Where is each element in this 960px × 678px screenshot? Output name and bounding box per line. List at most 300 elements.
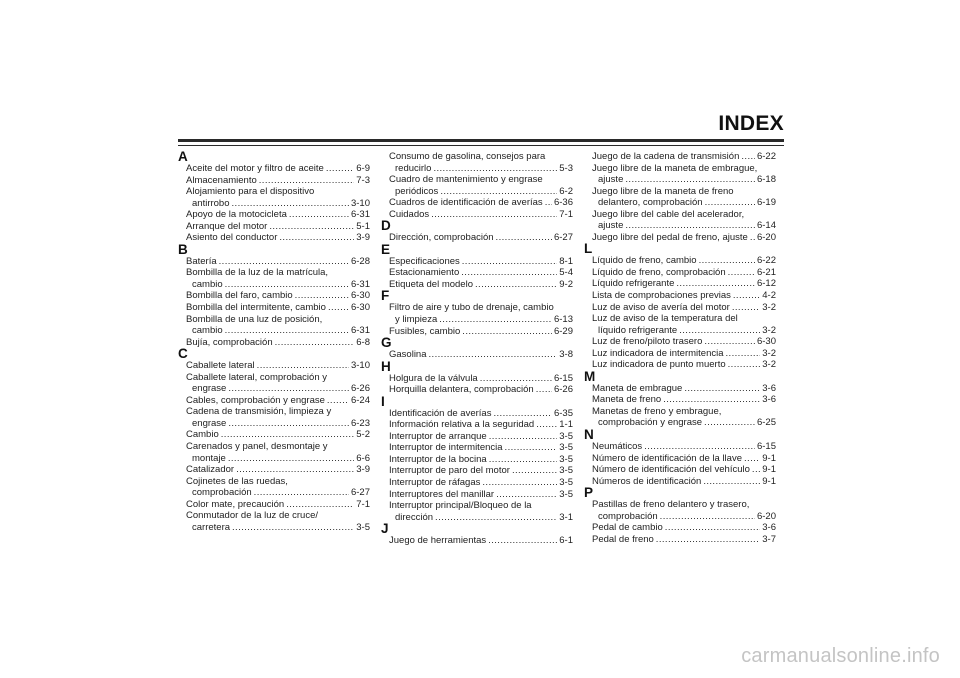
dot-leader [744,453,760,465]
index-entry-text: Lista de comprobaciones previas [592,290,731,302]
index-page-number: 3-6 [762,382,776,394]
index-page-number: 6-9 [356,163,370,174]
index-entry-text: ajuste [598,174,624,186]
dot-leader [625,220,755,232]
index-page-number: 6-27 [553,232,573,244]
index-entry-text: dirección [395,511,434,523]
dot-leader [259,175,355,187]
index-page-number: 6-19 [756,197,776,209]
dot-leader [219,256,349,268]
index-entry [178,337,370,349]
index-page-number: 6-12 [756,278,776,290]
index-entry-text: Pedal de cambio [592,522,663,534]
index-page-number: 4-2 [762,290,776,302]
index-page-number: 6-15 [553,372,573,384]
index-entry [584,417,776,429]
index-entry [178,232,370,244]
index-entry [584,232,776,244]
index-page-number: 3-6 [762,394,776,406]
dot-leader [703,476,760,488]
index-entry-text: comprobación [192,487,252,499]
index-entry [178,325,370,337]
index-entry-text: Luz indicadora de intermitencia [592,347,724,359]
index-page-number: 9-1 [762,452,776,464]
index-entry [584,220,776,232]
index-letter-heading: A [178,149,188,164]
index-entry-text: Aceite del motor y filtro de aceite [186,163,324,174]
index-entry-text: Color mate, precaución [186,498,285,510]
index-entry [584,255,776,267]
index-entry-text: Consumo de gasolina, consejos para [389,151,546,162]
dot-leader [462,326,552,338]
index-entry-text: Interruptor de ráfagas [389,477,481,489]
index-entry-text: Neumáticos [592,441,643,453]
index-page-number: 5-2 [356,429,370,441]
dot-leader [225,279,349,291]
index-entry-text: Juego libre de la maneta de freno [592,185,734,197]
index-entry [178,522,370,534]
index-page-number: 6-26 [553,384,573,396]
index-page-number: 3-10 [350,360,370,372]
index-entry [178,290,370,302]
index-entry [178,464,370,476]
index-entry-text: Maneta de embrague [592,382,683,394]
index-entry-text: carretera [192,521,231,533]
index-page-number: 5-1 [356,220,370,232]
index-entry-text: cambio [192,325,223,337]
index-entry-text: Cuadros de identificación de averías [389,197,543,209]
dot-leader [536,419,557,431]
index-entry-text: Fusibles, cambio [389,325,461,337]
index-page-number: 6-30 [350,290,370,302]
index-entry-text: Holgura de la válvula [389,372,478,384]
dot-leader [326,163,354,175]
index-entry [584,476,776,488]
dot-leader [684,383,760,395]
index-entry-text: engrase [192,383,227,395]
dot-leader [750,232,755,244]
index-entry [381,314,573,326]
index-entry [381,489,573,501]
index-entry [584,336,776,348]
index-letter-heading: B [178,241,188,257]
index-entry-text: Número de identificación de la llave [592,452,742,464]
dot-leader [496,232,552,244]
index-entry-text: delantero, comprobación [598,197,703,209]
dot-leader [279,232,354,244]
dot-leader [232,198,349,210]
index-entry [381,419,573,431]
index-entry [178,209,370,221]
index-entry [381,279,573,291]
index-entry [584,267,776,279]
index-page-number: 7-1 [356,498,370,510]
index-entry [381,512,573,524]
index-entry [178,302,370,314]
index-page-number: 8-1 [559,255,573,267]
dot-leader [475,279,557,291]
index-letter-heading: J [381,521,389,537]
index-entry [381,442,573,454]
index-entry [381,232,573,244]
index-entry-text: Gasolina [389,349,427,361]
dot-leader [644,441,755,453]
index-entry [178,499,370,511]
index-entry [584,325,776,337]
index-entry-text: Batería [186,255,217,267]
index-entry [584,464,776,476]
index-entry-text: comprobación [598,510,658,522]
index-page-number: 3-10 [350,197,370,209]
dot-leader [489,431,558,443]
index-entry [584,174,776,186]
dot-leader [705,197,755,209]
index-entry [381,186,573,198]
index-page-number: 6-30 [350,302,370,314]
dot-leader [254,487,349,499]
dot-leader [327,395,349,407]
index-letter-heading: C [178,346,188,362]
dot-leader [663,394,760,406]
index-entry [584,534,776,546]
index-entry-text: reducirlo [395,162,432,174]
index-entry-text: engrase [192,417,227,429]
index-entry-text: Números de identificación [592,475,702,487]
dot-leader [228,453,354,465]
index-entry-text: Carenados y panel, desmontaje y [186,441,328,453]
header-rule-thick [178,139,784,142]
index-page-number: 6-20 [756,510,776,522]
index-page-number: 6-28 [350,255,370,267]
index-entry-text: Cuidados [389,208,430,220]
index-entry [584,441,776,453]
index-entry-text: Cuadro de mantenimiento y engrase [389,174,543,186]
dot-leader [236,464,354,476]
index-entry-text: Juego libre de la maneta de embrague, [592,162,758,174]
dot-leader [699,255,755,267]
index-entry-text: Líquido refrigerante [592,278,675,290]
index-letter-heading: P [584,485,594,501]
index-column-3 [584,151,776,545]
index-letter-heading: F [381,288,390,304]
index-entry-text: Luz de aviso de avería del motor [592,301,730,313]
index-page-number: 6-23 [350,417,370,429]
dot-leader [482,477,557,489]
index-entry-text: Interruptor de la bocina [389,453,487,465]
index-entry-text: Bombilla de la luz de la matrícula, [186,267,329,279]
index-entry [381,267,573,279]
index-entry-text: Bujía, comprobación [186,336,273,348]
index-page-number: 5-3 [559,162,573,174]
index-page-number: 9-2 [559,278,573,290]
index-page-number: 3-5 [559,430,573,442]
dot-leader [440,186,557,198]
index-page-number: 3-9 [356,232,370,244]
index-entry [178,429,370,441]
index-entry-text: antirrobo [192,197,230,209]
dot-leader [489,454,558,466]
index-entry-text: Líquido de freno, comprobación [592,266,726,278]
index-letter-heading: M [584,368,596,384]
index-letter-heading: E [381,241,391,257]
index-page-number: 7-3 [356,174,370,186]
dot-leader [257,360,349,372]
index-page-number: 6-14 [756,220,776,232]
index-entry [381,384,573,396]
dot-leader [488,535,557,547]
index-entry-text: Estacionamiento [389,267,460,279]
dot-leader [545,197,552,209]
index-letter-heading: G [381,335,392,351]
index-entry-text: periódicos [395,185,439,197]
index-entry [178,395,370,407]
index-page-number: 6-36 [553,197,573,209]
index-entry [381,535,573,547]
page-title: INDEX [718,112,784,135]
dot-leader [665,522,760,534]
index-entry-text: Maneta de freno [592,394,662,406]
dot-leader [295,290,349,302]
dot-leader [232,522,354,534]
index-page-number: 9-1 [762,475,776,487]
index-entry [381,431,573,443]
dot-leader [536,384,552,396]
index-entry [178,175,370,187]
index-page-number: 3-2 [762,359,776,371]
dot-leader [228,418,349,430]
index-entry [381,256,573,268]
index-entry [584,453,776,465]
index-entry [381,454,573,466]
index-entry-text: Juego de la cadena de transmisión [592,151,740,162]
index-entry-text: Especificaciones [389,255,460,267]
index-entry-text: Asiento del conductor [186,232,278,244]
index-entry-text: Catalizador [186,464,235,476]
index-page-number: 3-2 [762,324,776,336]
dot-leader [752,464,760,476]
index-entry [584,359,776,371]
index-page-number: 6-25 [756,417,776,429]
index-entry-text: Bombilla del faro, cambio [186,290,293,302]
index-entry-text: Etiqueta del modelo [389,278,473,290]
index-entry-text: Juego libre del cable del acelerador, [592,208,745,220]
index-page-number: 3-8 [559,349,573,361]
index-page-number: 3-1 [559,511,573,523]
index-page-number: 6-35 [553,407,573,419]
index-entry-text: Luz de freno/piloto trasero [592,336,703,348]
index-entry-text: montaje [192,452,226,464]
index-entry-text: Manetas de freno y embrague, [592,405,722,417]
index-entry-text: Caballete lateral, comprobación y [186,371,327,383]
index-page-number: 3-5 [559,488,573,500]
index-entry [178,418,370,430]
index-entry [178,198,370,210]
index-entry [584,522,776,534]
dot-leader [704,336,755,348]
index-page-number: 3-5 [559,453,573,465]
index-page-number: 6-6 [356,452,370,464]
index-entry [381,197,573,209]
dot-leader [733,290,760,302]
index-entry-text: Pedal de freno [592,533,654,545]
index-entry-text: Horquilla delantera, comprobación [389,384,534,396]
index-entry-text: Juego de herramientas [389,535,487,547]
index-entry-text: Líquido de freno, cambio [592,255,697,267]
index-entry [584,383,776,395]
index-page-number: 6-27 [350,487,370,499]
index-page-number: 6-29 [553,325,573,337]
index-entry-text: líquido refrigerante [598,324,678,336]
index-entry [584,511,776,523]
dot-leader [289,209,349,221]
dot-leader [429,349,558,361]
index-page-number: 7-1 [559,208,573,220]
dot-leader [462,256,558,268]
index-entry-text: Juego libre del pedal de freno, ajuste [592,231,748,243]
index-letter-heading: N [584,427,594,443]
index-page-number: 3-5 [559,465,573,477]
watermark: carmanualsonline.info [741,645,940,667]
index-page-number: 6-31 [350,278,370,290]
index-entry [178,383,370,395]
index-entry [584,394,776,406]
index-entry-text: Bombilla de una luz de posición, [186,313,323,325]
index-entry [381,209,573,221]
dot-leader [275,337,355,349]
index-entry-text: Interruptor principal/Bloqueo de la [389,500,532,512]
index-page-number: 5-4 [559,267,573,279]
index-letter-heading: D [381,218,391,234]
index-entry [381,349,573,361]
dot-leader [286,499,354,511]
index-page-number: 3-6 [762,522,776,534]
index-entry-text: Identificación de averías [389,407,492,419]
dot-leader [225,325,349,337]
index-entry-text: Conmutador de la luz de cruce/ [186,510,319,522]
index-page-number: 6-20 [756,231,776,243]
index-page-number: 3-5 [356,521,370,533]
dot-leader [480,373,552,385]
index-page-number: 3-5 [559,477,573,489]
index-entry-text: Cadena de transmisión, limpieza y [186,406,332,418]
dot-leader [439,314,552,326]
dot-leader [741,151,755,163]
index-entry-text: Interruptor de intermitencia [389,442,503,454]
index-column-2 [381,151,573,547]
dot-leader [732,302,760,314]
index-entry [381,373,573,385]
index-entry-text: Número de identificación del vehículo [592,464,750,476]
index-page-number: 6-2 [559,185,573,197]
index-entry-text: Interruptores del manillar [389,488,495,500]
dot-leader [328,302,349,314]
dot-leader [676,278,755,290]
index-letter-heading: H [381,358,391,374]
index-entry [178,487,370,499]
index-entry [584,302,776,314]
dot-leader [221,429,355,441]
index-entry-text: comprobación y engrase [598,417,703,429]
index-entry-text: Pastillas de freno delantero y trasero, [592,499,750,511]
index-entry-text: Caballete lateral [186,360,255,372]
index-entry [178,279,370,291]
index-page-number: 6-31 [350,209,370,221]
index-page-number: 3-5 [559,442,573,454]
dot-leader [704,417,755,429]
index-entry-text: ajuste [598,220,624,232]
index-entry-text: Dirección, comprobación [389,232,494,244]
index-page-number: 6-8 [356,336,370,348]
dot-leader [505,442,558,454]
index-entry-text: cambio [192,278,223,290]
dot-leader [728,359,761,371]
index-entry [178,221,370,233]
index-entry [381,408,573,420]
index-entry-text: Cables, comprobación y engrase [186,394,325,406]
index-page-number: 6-31 [350,325,370,337]
dot-leader [660,511,755,523]
dot-leader [433,163,557,175]
index-entry-text: Apoyo de la motocicleta [186,209,287,221]
index-entry-text: Arranque del motor [186,220,268,232]
index-entry [381,477,573,489]
dot-leader [435,512,557,524]
index-entry [584,290,776,302]
header-rule-thin [178,145,784,146]
index-entry [178,256,370,268]
dot-leader [625,174,755,186]
index-page-number: 6-24 [350,394,370,406]
index-letter-heading: L [584,241,593,257]
index-entry-text: Interruptor de paro del motor [389,465,510,477]
index-entry-text: Interruptor de arranque [389,430,487,442]
index-page-number: 6-21 [756,266,776,278]
index-entry [381,163,573,175]
dot-leader [726,348,761,360]
index-page-number: 6-22 [756,151,776,162]
index-entry-text: Cambio [186,429,219,441]
dot-leader [512,465,557,477]
dot-leader [461,267,557,279]
index-page-number: 3-7 [762,533,776,545]
index-entry-text: Alojamiento para el dispositivo [186,186,315,198]
index-page-number: 3-2 [762,301,776,313]
index-page-number: 9-1 [762,464,776,476]
index-page-number: 3-2 [762,347,776,359]
dot-leader [431,209,557,221]
index-entry-text: Filtro de aire y tubo de drenaje, cambio [389,302,554,314]
index-entry [381,326,573,338]
dot-leader [679,325,760,337]
dot-leader [269,221,354,233]
index-entry [178,360,370,372]
index-page-number: 6-26 [350,383,370,395]
index-entry [584,197,776,209]
index-entry-text: Cojinetes de las ruedas, [186,475,288,487]
index-page-number: 1-1 [559,419,573,431]
index-page-number: 6-15 [756,441,776,453]
index-entry [178,163,370,175]
index-entry [178,453,370,465]
index-entry [584,151,776,163]
index-entry-text: Almacenamiento [186,174,257,186]
index-page-number: 6-30 [756,336,776,348]
index-entry [381,465,573,477]
index-entry-text: Información relativa a la seguridad [389,419,535,431]
index-entry-text: Luz indicadora de punto muerto [592,359,726,371]
index-column-1 [178,151,370,533]
index-entry-text: Luz de aviso de la temperatura del [592,313,738,325]
